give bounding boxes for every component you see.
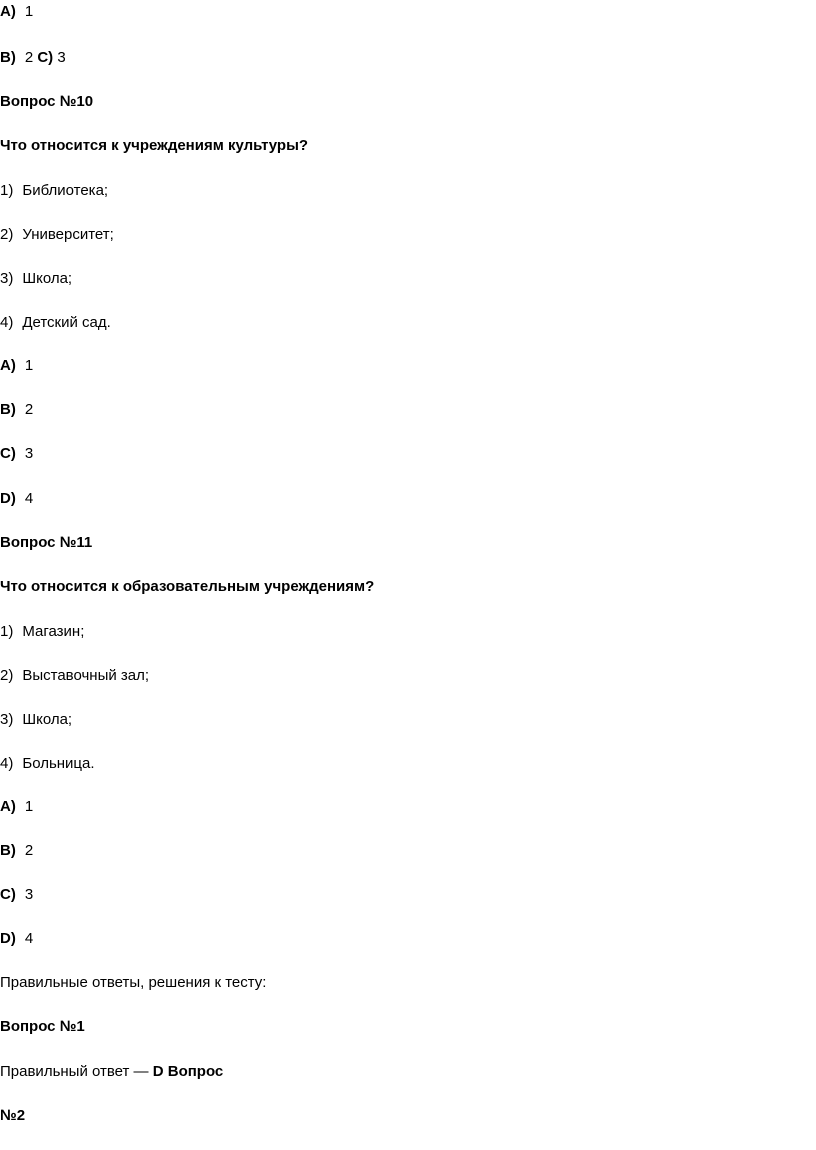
option-text: Университет; [22,226,114,243]
solution-answer-1 [0,1063,223,1081]
option-number: 1) [0,623,14,640]
answer-value: 3 [24,445,34,462]
answer-value: 2 [24,401,34,418]
answer-letter: B) [0,842,16,859]
answer-line-d [0,490,33,508]
option-number: 4) [0,314,14,331]
answer-letter: C) [0,445,16,462]
answer-value: 1 [24,3,34,20]
answer-letter: C) [37,49,54,66]
option-text: Библиотека; [22,182,109,199]
option-text: Школа; [22,270,73,287]
answer-letter: A) [0,798,16,815]
answer-line-d [0,930,33,948]
option-text: Магазин; [22,623,85,640]
answer-value: 1 [24,357,34,374]
question-text-10: Что относится к учреждениям культуры? [0,137,309,154]
option-3 [0,270,72,288]
option-number: 3) [0,270,14,287]
solution-heading-1: Вопрос №1 [0,1018,85,1035]
option-text: Больница. [22,755,95,772]
option-1 [0,182,108,200]
solution-answer-value: D Вопрос [152,1063,224,1080]
answer-line-b [0,401,33,419]
option-1 [0,623,84,641]
answer-letter: B) [0,49,16,66]
option-number: 4) [0,755,14,772]
question-heading-10: Вопрос №10 [0,93,94,110]
option-2 [0,226,114,244]
option-number: 2) [0,667,14,684]
answer-letter: C) [0,886,16,903]
answer-line-b [0,842,33,860]
question-text-11: Что относится к образовательным учреждениям? [0,578,375,595]
option-3 [0,711,72,729]
answer-letter: D) [0,930,16,947]
option-text: Выставочный зал; [22,667,150,684]
answer-value: 3 [24,886,34,903]
solution-heading-2: №2 [0,1107,26,1124]
answer-letter: D) [0,490,16,507]
answer-line-a [0,357,33,375]
question-heading-11: Вопрос №11 [0,534,93,551]
option-number: 2) [0,226,14,243]
option-2 [0,667,149,685]
answer-letter: A) [0,357,16,374]
answer-value: 4 [24,490,34,507]
option-4 [0,314,111,332]
option-text: Школа; [22,711,73,728]
answer-value: 2 [24,842,34,859]
solution-answer-prefix: Правильный ответ — [0,1063,153,1080]
answer-line-a [0,798,33,816]
solutions-intro: Правильные ответы, решения к тесту: [0,974,267,991]
option-4 [0,755,95,773]
answer-value: 1 [24,798,34,815]
option-text: Детский сад. [22,314,111,331]
option-number: 3) [0,711,14,728]
answer-value: 3 [57,49,66,66]
answer-line-a-top [0,3,33,21]
answer-line-c [0,445,33,463]
answer-line-c [0,886,33,904]
answer-value: 2 [24,49,34,66]
option-number: 1) [0,182,14,199]
answer-letter: A) [0,3,16,20]
answer-line-b-c-top [0,49,66,67]
answer-letter: B) [0,401,16,418]
answer-value: 4 [24,930,34,947]
